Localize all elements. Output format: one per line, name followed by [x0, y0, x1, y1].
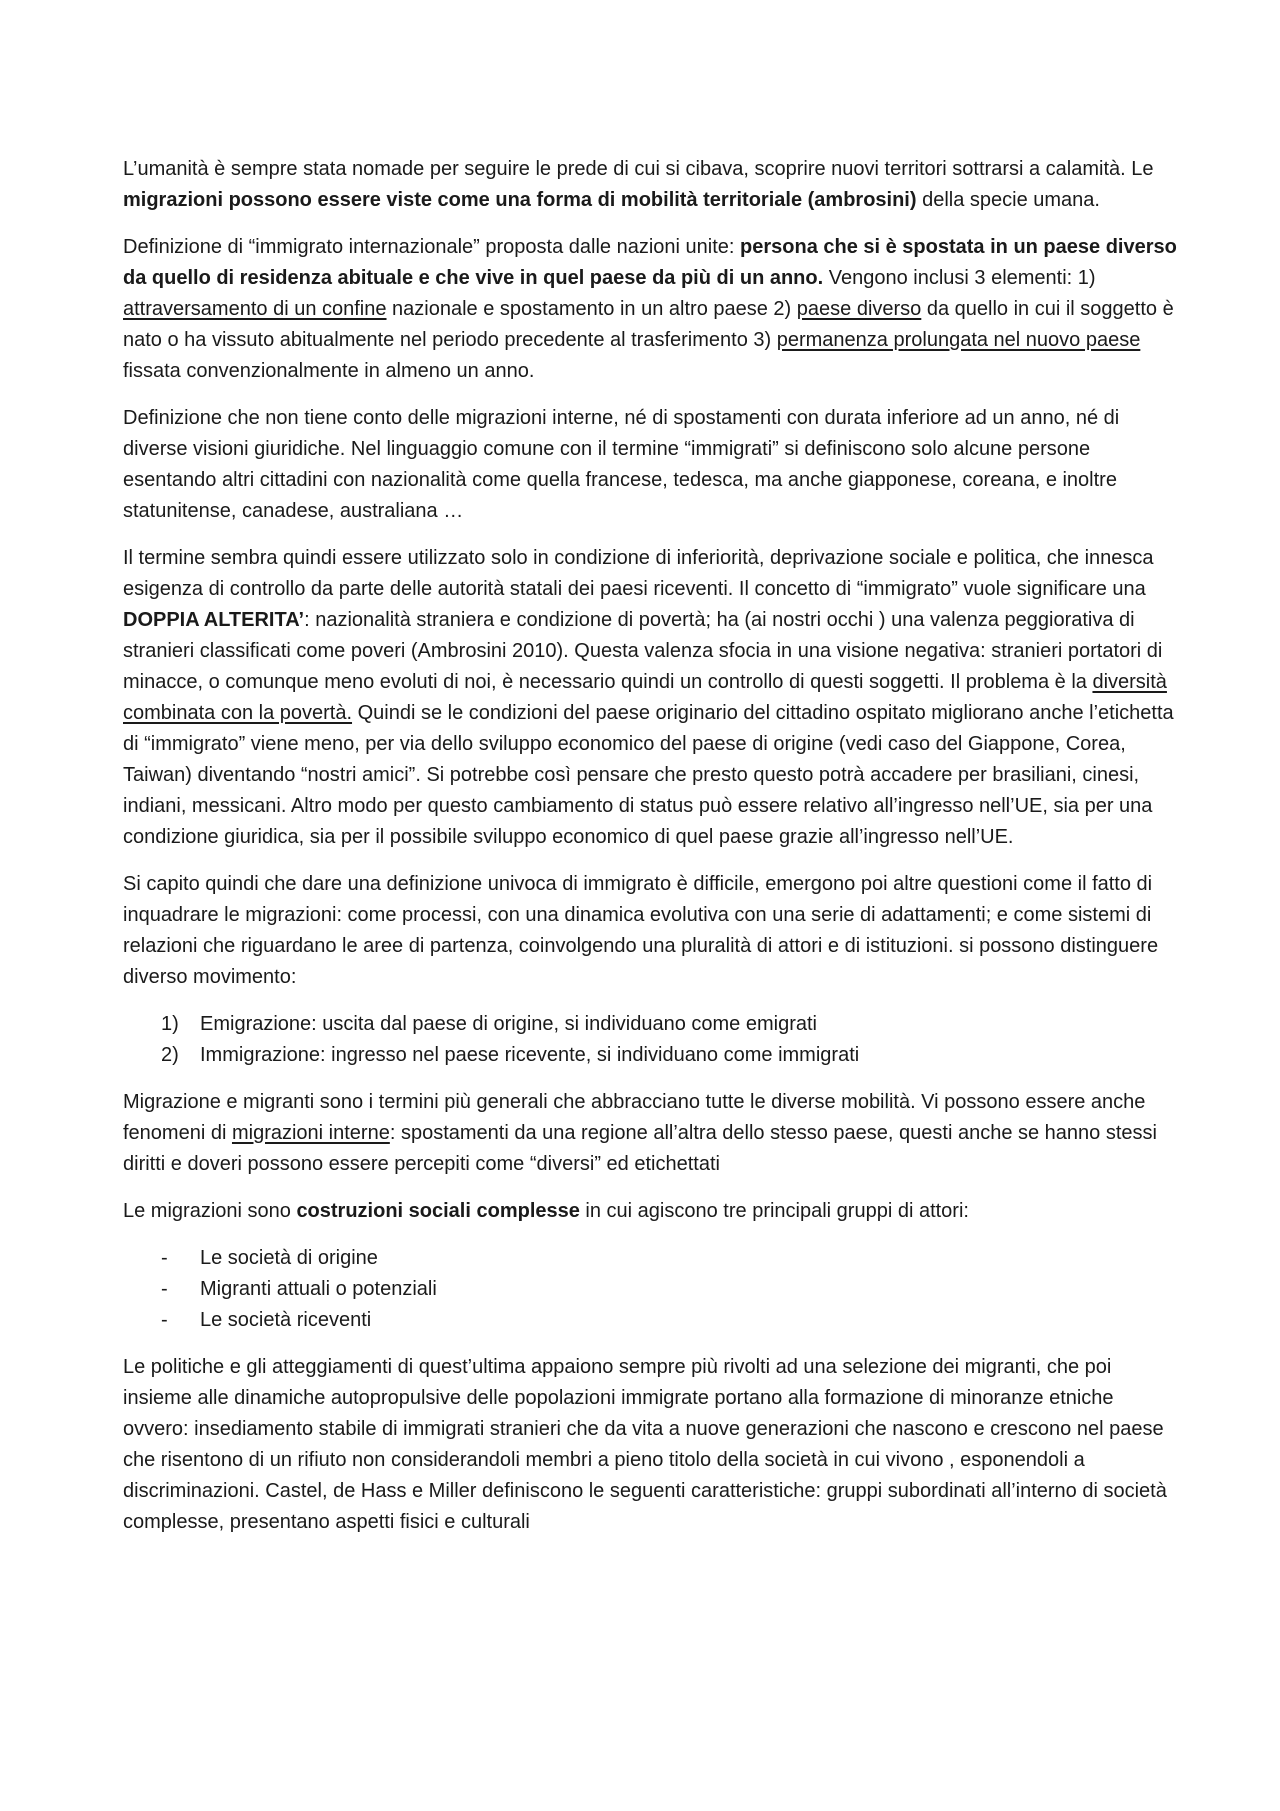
- list-marker: 1): [161, 1013, 179, 1035]
- document-page: [123, 154, 1178, 1554]
- list-item: - Le società di origine: [123, 1243, 1178, 1274]
- list-marker: -: [161, 1309, 168, 1331]
- list-marker: -: [161, 1278, 168, 1300]
- paragraph-internal-migration: Migrazione e migranti sono i termini più generali che abbracciano tutte le diverse mobilità. Vi possono essere anche fenomeni di migrazioni interne: spostamenti da una regione all’altra dello stesso paese, questi anche se hanno stessi diritti e doveri possono essere percepiti come “diversi” ed etichettati: [123, 1091, 1157, 1175]
- underlined-phrase: attraversamento di un confine: [123, 298, 387, 320]
- bullet-list: [123, 1243, 1178, 1336]
- paragraph-questions: Si capito quindi che dare una definizione univoca di immigrato è difficile, emergono poi altre questioni come il fatto di inquadrare le migrazioni: come processi, con una dinamica evolutiva con una serie di adattamenti; e come sistemi di relazioni che riguardano le aree di partenza, coinvolgendo una pluralità di attori e di istituzioni. si possono distinguere diverso movimento:: [123, 873, 1159, 988]
- list-marker: -: [161, 1247, 168, 1269]
- list-marker: 2): [161, 1044, 179, 1066]
- list-item: 1) Emigrazione: uscita dal paese di origine, si individuano come emigrati: [123, 1009, 1178, 1040]
- bold-phrase: persona che si è spostata in un paese diverso da quello di residenza abituale e che vive in quel paese da più di un anno.: [123, 236, 1177, 289]
- underlined-phrase: permanenza prolungata nel nuovo paese: [776, 329, 1141, 351]
- bold-phrase: DOPPIA ALTERITA’: [123, 609, 305, 631]
- list-item: 2) Immigrazione: ingresso nel paese ricevente, si individuano come immigrati: [123, 1040, 1178, 1071]
- bold-phrase: migrazioni possono essere viste come una forma di mobilità territoriale (ambrosini): [123, 189, 917, 211]
- numbered-list: [123, 1009, 1178, 1071]
- paragraph-minorities: Le politiche e gli atteggiamenti di quest’ultima appaiono sempre più rivolti ad una selezione dei migranti, che poi insieme alle dinamiche autopropulsive delle popolazioni immigrate portano alla formazione di minoranze etniche ovvero: insediamento stabile di immigrati stranieri che da vita a nuove generazioni che nascono e crescono nel paese che risentono di un rifiuto non considerandoli membri a pieno titolo della società in cui vivono , esponendoli a discriminazioni. Castel, de Hass e Miller definiscono le seguenti caratteristiche: gruppi subordinati all’interno di società complesse, presentano aspetti fisici e culturali: [123, 1356, 1167, 1533]
- paragraph-alterity: Il termine sembra quindi essere utilizzato solo in condizione di inferiorità, deprivazione sociale e politica, che innesca esigenza di controllo da parte delle autorità statali dei paesi riceventi. Il concetto di “immigrato” vuole significare una DOPPIA ALTERITA’: nazionalità straniera e condizione di povertà; ha (ai nostri occhi ) una valenza peggiorativa di stranieri classificati come poveri (Ambrosini 2010). Questa valenza sfocia in una visione negativa: stranieri portatori di minacce, o comunque meno evoluti di noi, è necessario quindi un controllo di questi soggetti. Il problema è la diversità combinata con la povertà. Quindi se le condizioni del paese originario del cittadino ospitato migliorano anche l’etichetta di “immigrato” viene meno, per via dello sviluppo economico del paese di origine (vedi caso del Giappone, Corea, Taiwan) diventando “nostri amici”. Si potrebbe così pensare che presto questo potrà accadere per brasiliani, cinesi, indiani, messicani. Altro modo per questo cambiamento di status può essere relativo all’ingresso nell’UE, sia per una condizione giuridica, sia per il possibile sviluppo economico di quel paese grazie all’ingresso nell’UE.: [123, 547, 1174, 848]
- paragraph-actors: Le migrazioni sono costruzioni sociali complesse in cui agiscono tre principali gruppi di attori:: [123, 1200, 969, 1222]
- bold-phrase: costruzioni sociali complesse: [296, 1200, 580, 1222]
- underlined-phrase: migrazioni interne: [231, 1122, 390, 1144]
- paragraph-intro: L’umanità è sempre stata nomade per seguire le prede di cui si cibava, scoprire nuovi territori sottrarsi a calamità. Le migrazioni possono essere viste come una forma di mobilità territoriale (ambrosini) della specie umana.: [123, 158, 1154, 211]
- underlined-phrase: diversità combinata con la povertà.: [123, 671, 1167, 724]
- list-item: - Le società riceventi: [123, 1305, 1178, 1336]
- paragraph-definition: Definizione di “immigrato internazionale” proposta dalle nazioni unite: persona che si è spostata in un paese diverso da quello di residenza abituale e che vive in quel paese da più di un anno. Vengono inclusi 3 elementi: 1) attraversamento di un confine nazionale e spostamento in un altro paese 2) paese diverso da quello in cui il soggetto è nato o ha vissuto abitualmente nel periodo precedente al trasferimento 3) permanenza prolungata nel nuovo paese fissata convenzionalmente in almeno un anno.: [123, 236, 1177, 382]
- list-item: - Migranti attuali o potenziali: [123, 1274, 1178, 1305]
- underlined-phrase: paese diverso: [796, 298, 922, 320]
- paragraph-limits: Definizione che non tiene conto delle migrazioni interne, né di spostamenti con durata inferiore ad un anno, né di diverse visioni giuridiche. Nel linguaggio comune con il termine “immigrati” si definiscono solo alcune persone esentando altri cittadini con nazionalità come quella francese, tedesca, ma anche giapponese, coreana, e inoltre statunitense, canadese, australiana …: [123, 407, 1120, 522]
